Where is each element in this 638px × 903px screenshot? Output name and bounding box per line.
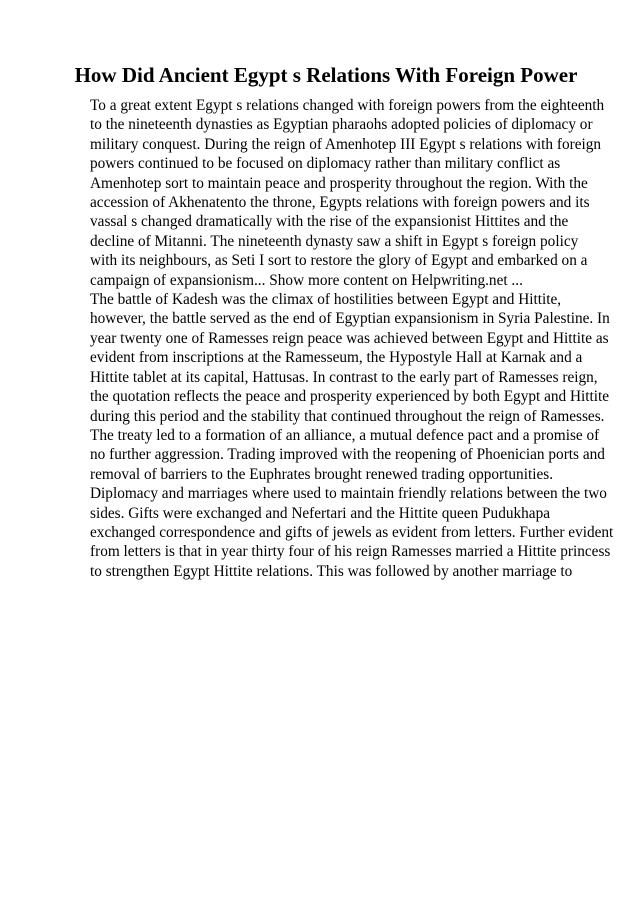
body-line: evident from inscriptions at the Ramesseum, the Hypostyle Hall at Karnak and a — [90, 349, 583, 367]
body-line: to strengthen Egypt Hittite relations. This was followed by another marriage to — [90, 562, 573, 580]
body-line: To a great extent Egypt s relations changed with foreign powers from the eighteenth — [90, 97, 605, 114]
body-line: sides. Gifts were exchanged and Nefertari and the Hittite queen Pudukhapa — [90, 504, 551, 522]
body-line: to the nineteenth dynasties as Egyptian pharaohs adopted policies of diplomacy or — [90, 116, 593, 134]
body-line: Diplomacy and marriages where used to maintain friendly relations between the two — [90, 485, 607, 503]
body-line: powers continued to be focused on diplomacy rather than military conflict as — [90, 155, 561, 173]
body-line: removal of barriers to the Euphrates brought renewed trading opportunities. — [90, 465, 554, 483]
body-line: military conquest. During the reign of Amenhotep III Egypt s relations with foreign — [90, 135, 602, 153]
body-line: vassal s changed dramatically with the rise of the expansionist Hittites and the — [90, 213, 569, 231]
body-line: Hittite tablet at its capital, Hattusas. In contrast to the early part of Ramesses reign, — [90, 368, 598, 386]
body-line: during this period and the stability that continued throughout the reign of Ramesses. — [90, 407, 605, 425]
body-line: with its neighbours, as Seti I sort to restore the glory of Egypt and embarked on a — [90, 252, 588, 270]
body-line: Amenhotep sort to maintain peace and prosperity throughout the region. With the — [90, 174, 588, 192]
body-line: however, the battle served as the end of Egyptian expansionism in Syria Palestine. In — [90, 310, 610, 328]
body-line: accession of Akhenatento the throne, Egypts relations with foreign powers and its — [90, 194, 590, 212]
body-line: campaign of expansionism... Show more content on Helpwriting.net ... — [90, 271, 523, 289]
document-body — [90, 96, 614, 581]
body-line: year twenty one of Ramesses reign peace was achieved between Egypt and Hittite as — [90, 329, 609, 347]
body-line: no further aggression. Trading improved with the reopening of Phoenician ports and — [90, 446, 605, 464]
body-line: from letters is that in year thirty four of his reign Ramesses married a Hittite princess — [90, 543, 611, 561]
body-line: exchanged correspondence and gifts of jewels as evident from letters. Further evident — [90, 523, 614, 541]
document-title: How Did Ancient Egypt s Relations With Foreign Power — [74, 63, 578, 87]
body-line: decline of Mitanni. The nineteenth dynasty saw a shift in Egypt s foreign policy — [90, 232, 579, 250]
body-line: the quotation reflects the peace and prosperity experienced by both Egypt and Hittite — [90, 388, 610, 406]
body-line: The treaty led to a formation of an alliance, a mutual defence pact and a promise of — [90, 426, 600, 444]
body-line: The battle of Kadesh was the climax of hostilities between Egypt and Hittite, — [90, 291, 562, 309]
